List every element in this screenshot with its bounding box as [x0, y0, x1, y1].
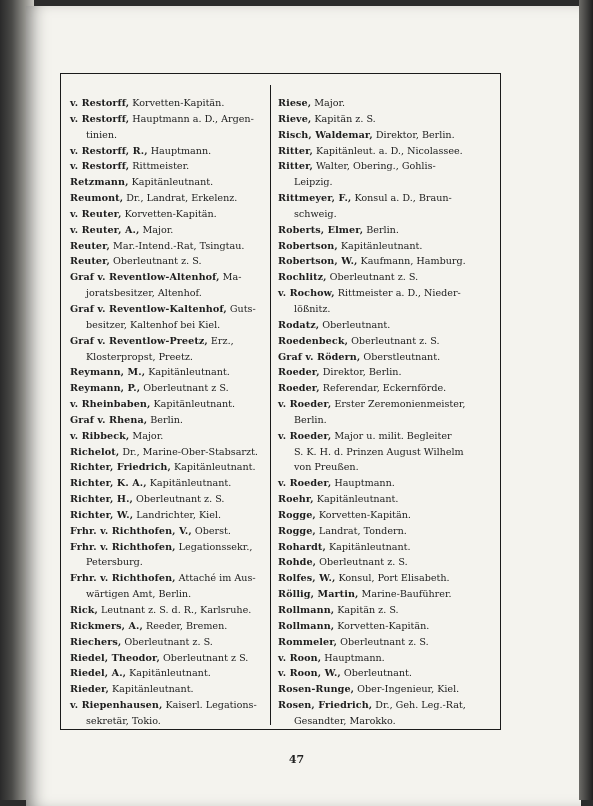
entry-details: Kapitänleutnant. [146, 478, 232, 490]
entry-details: Korvetten-Kapitän. [315, 509, 411, 521]
entry-details: Legationssekr., [175, 541, 253, 553]
entry-details: Oberstleutnant. [360, 351, 441, 363]
entry-name: v. Roon, [278, 652, 322, 664]
entry-details: Korvetten-Kapitän. [334, 620, 430, 632]
entry-details: Oberleutnant z. S. [337, 636, 429, 648]
directory-entry [278, 112, 496, 128]
entry-continuation: S. K. H. d. Prinzen August Wilhelm [294, 446, 464, 458]
entry-details: Korvetten-Kapitän. [129, 98, 225, 109]
entry-name: Riechers, [70, 636, 122, 648]
directory-entry [70, 635, 263, 651]
entry-details: Leutnant z. S. d. R., Karlsruhe. [97, 605, 252, 616]
directory-entry [278, 682, 496, 698]
directory-entry [278, 476, 496, 492]
entry-details: Mar.-Intend.-Rat, Tsingtau. [109, 240, 245, 252]
directory-entry [70, 492, 263, 508]
entry-name: Rollmann, [278, 620, 335, 632]
directory-entry [278, 128, 496, 144]
entry-details: Hauptmann. [147, 145, 212, 157]
directory-entry [278, 698, 496, 730]
page-number: 47 [288, 753, 305, 766]
directory-entry [278, 365, 496, 381]
entry-details: Marine-Bauführer. [358, 589, 452, 601]
entry-name: Graf v. Rödern, [278, 351, 361, 363]
directory-entry [70, 603, 263, 619]
directory-entry [70, 429, 263, 445]
entry-name: Reumont, [70, 193, 124, 205]
column-divider [270, 85, 271, 725]
entry-name: Richter, K. A., [70, 478, 147, 490]
entry-details: Oberleutnant z S. [159, 652, 249, 664]
entry-name: Graf v. Rhena, [70, 414, 148, 426]
entry-details: Oberleutnant z. S. [326, 272, 419, 284]
entry-name: Rolfes, W., [278, 573, 336, 585]
entry-details: Kapitänleutnant. [145, 367, 230, 379]
entry-name: v. Roeder, [278, 478, 332, 490]
entry-name: v. Rochow, [278, 288, 335, 300]
entry-name: Rieve, [278, 113, 312, 125]
directory-entry [278, 381, 496, 397]
entry-name: Reuter, [70, 256, 110, 268]
entry-name: Rohde, [278, 557, 317, 569]
directory-entry [70, 365, 263, 381]
entry-details: Kapitänleutnant. [108, 684, 194, 696]
entry-name: Frhr. v. Richthofen, [70, 541, 176, 553]
entry-name: v. Restorff, [70, 98, 130, 109]
entry-name: Rieder, [70, 684, 109, 696]
entry-details: Attaché im Aus- [175, 573, 256, 585]
directory-entry [70, 254, 263, 270]
entry-details: Korvetten-Kapitän. [121, 208, 217, 220]
directory-entry [278, 159, 496, 191]
entry-details: Referendar, Eckernförde. [319, 383, 447, 395]
directory-entry [278, 144, 496, 160]
directory-entry [70, 397, 263, 413]
directory-entry [70, 239, 263, 255]
entry-details: Major. [139, 224, 174, 236]
right-column [278, 96, 496, 730]
directory-entry [70, 571, 263, 603]
entry-name: Roberts, Elmer, [278, 224, 364, 236]
entry-details: Oberleutnant z. S. [121, 636, 213, 648]
entry-name: Reymann, P., [70, 383, 141, 395]
entry-details: Landrat, Tondern. [315, 525, 407, 537]
directory-entry [70, 334, 263, 366]
entry-details: Direktor, Berlin. [319, 367, 402, 379]
entry-details: Konsul, Port Elisabeth. [335, 573, 450, 585]
entry-name: Rosen-Runge, [278, 684, 355, 696]
entry-name: Risch, Waldemar, [278, 129, 373, 141]
entry-details: Oberleutnant z. S. [132, 494, 225, 506]
entry-continuation: Berlin. [294, 414, 327, 426]
directory-entry [278, 334, 496, 350]
directory-entry [278, 635, 496, 651]
entry-details: Kapitänleutnant. [150, 399, 236, 411]
directory-entry [278, 524, 496, 540]
directory-entry [278, 603, 496, 619]
entry-name: Rick, [70, 605, 98, 616]
entry-continuation: tinien. [86, 129, 118, 141]
entry-continuation: lößnitz. [294, 303, 331, 315]
entry-details: Reeder, Bremen. [142, 620, 228, 632]
entry-name: Ritter, [278, 161, 313, 173]
entry-name: Riedel, Theodor, [70, 652, 160, 664]
directory-entry [70, 144, 263, 160]
directory-entry [278, 429, 496, 477]
entry-continuation: wärtigen Amt, Berlin. [86, 589, 192, 601]
directory-entry [70, 175, 263, 191]
entry-name: Rodatz, [278, 319, 320, 331]
entry-name: v. Roeder, [278, 399, 332, 411]
directory-entry [70, 223, 263, 239]
directory-entry [278, 666, 496, 682]
directory-entry [278, 96, 496, 112]
directory-entry [70, 619, 263, 635]
entry-name: v. Ribbeck, [70, 430, 130, 442]
entry-details: Kapitänleutnant. [337, 240, 423, 252]
directory-entry [278, 270, 496, 286]
entry-name: Rittmeyer, F., [278, 193, 352, 205]
entry-details: Oberleutnant z. S. [316, 557, 408, 569]
entry-details: Hauptmann a. D., Argen- [129, 113, 254, 125]
entry-name: Richter, H., [70, 494, 133, 506]
entry-continuation: Klosterpropst, Preetz. [86, 351, 193, 363]
directory-entry [70, 270, 263, 302]
entry-name: Richter, W., [70, 509, 134, 521]
entry-name: Riese, [278, 98, 312, 109]
entry-details: Major u. milit. Begleiter [331, 430, 452, 442]
directory-entry [70, 476, 263, 492]
directory-entry [70, 381, 263, 397]
entry-name: v. Rheinbaben, [70, 399, 151, 411]
entry-details: Major. [129, 430, 164, 442]
entry-name: Richter, Friedrich, [70, 462, 171, 474]
entry-continuation: Gesandter, Marokko. [294, 715, 396, 727]
directory-entry [278, 587, 496, 603]
entry-details: Oberst. [191, 525, 231, 537]
entry-name: Rogge, [278, 509, 316, 521]
entry-name: Reuter, [70, 240, 110, 252]
entry-name: v. Restorff, R., [70, 145, 148, 157]
directory-entry [70, 651, 263, 667]
directory-entry [70, 112, 263, 144]
entry-name: Roeder, [278, 367, 320, 379]
entry-name: Rollmann, [278, 605, 335, 616]
directory-entry [278, 191, 496, 223]
entry-details: Kapitänleutnant. [170, 462, 256, 474]
directory-entry [70, 302, 263, 334]
entry-name: Ritter, [278, 145, 313, 157]
entry-name: Rochlitz, [278, 272, 327, 284]
directory-entry [70, 159, 263, 175]
entry-name: Frhr. v. Richthofen, [70, 573, 176, 585]
directory-entry [70, 460, 263, 476]
directory-entry [70, 207, 263, 223]
entry-continuation: von Preußen. [294, 462, 359, 474]
entry-details: Kapitän z. S. [311, 113, 376, 125]
directory-entry [70, 540, 263, 572]
directory-entry [70, 96, 263, 112]
directory-entry [278, 508, 496, 524]
directory-entry [278, 555, 496, 571]
entry-details: Hauptmann. [321, 652, 385, 664]
directory-entry [278, 350, 496, 366]
entry-name: Graf v. Reventlow-Altenhof, [70, 272, 220, 284]
entry-details: Konsul a. D., Braun- [351, 193, 452, 205]
directory-entry [278, 254, 496, 270]
entry-details: Kaiserl. Legations- [162, 700, 257, 712]
entry-details: Hauptmann. [331, 478, 395, 490]
directory-entry [70, 682, 263, 698]
entry-details: Ma- [219, 272, 242, 284]
entry-details: Dr., Marine-Ober-Stabsarzt. [119, 446, 258, 458]
directory-entry [278, 540, 496, 556]
entry-details: Direktor, Berlin. [372, 129, 455, 141]
entry-name: Roedenbeck, [278, 335, 349, 347]
directory-entry [278, 223, 496, 239]
directory-entry [70, 698, 263, 730]
entry-details: Landrichter, Kiel. [133, 509, 222, 521]
entry-details: Kapitänleutnant. [128, 177, 214, 189]
entry-continuation: Petersburg. [86, 557, 143, 569]
directory-entry [70, 413, 263, 429]
entry-name: Graf v. Reventlow-Preetz, [70, 335, 208, 347]
entry-name: Retzmann, [70, 177, 129, 189]
entry-name: Rosen, Friedrich, [278, 700, 373, 712]
entry-continuation: schweig. [294, 208, 337, 220]
entry-details: Erster Zeremonienmeister, [331, 399, 466, 411]
entry-details: Dr., Geh. Leg.-Rat, [372, 700, 466, 712]
entry-name: Röllig, Martin, [278, 589, 359, 601]
entry-details: Kapitänleut. a. D., Nicolassee. [312, 145, 463, 157]
entry-name: v. Reuter, A., [70, 224, 140, 236]
entry-details: Berlin. [363, 224, 399, 236]
directory-entry [278, 619, 496, 635]
directory-entry [70, 191, 263, 207]
entry-name: Graf v. Reventlow-Kaltenhof, [70, 303, 227, 315]
entry-name: Riedel, A., [70, 668, 127, 680]
entry-details: Kapitänleutnant. [313, 494, 399, 506]
entry-details: Kapitän z. S. [334, 605, 399, 616]
directory-entry [70, 508, 263, 524]
entry-continuation: besitzer, Kaltenhof bei Kiel. [86, 319, 221, 331]
directory-entry [70, 524, 263, 540]
entry-details: Rittmeister a. D., Nieder- [334, 288, 461, 300]
entry-name: Robertson, [278, 240, 338, 252]
entry-details: Dr., Landrat, Erkelenz. [123, 193, 238, 205]
entry-name: v. Roon, W., [278, 668, 341, 680]
entry-details: Oberleutnant z S. [140, 383, 229, 395]
entry-name: v. Reuter, [70, 208, 122, 220]
entry-details: Oberleutnant z. S. [109, 256, 202, 268]
entry-details: Rittmeister. [129, 161, 190, 173]
entry-details: Kapitänleutnant. [325, 541, 411, 553]
entry-name: Richelot, [70, 446, 120, 458]
entry-continuation: sekretär, Tokio. [86, 715, 161, 727]
directory-entry [70, 445, 263, 461]
directory-entry [278, 651, 496, 667]
entry-name: Robertson, W., [278, 256, 358, 268]
entry-details: Oberleutnant. [340, 668, 412, 680]
directory-entry [278, 571, 496, 587]
left-column [70, 96, 263, 730]
entry-details: Walter, Obering., Gohlis- [312, 161, 436, 173]
entry-name: Rogge, [278, 525, 316, 537]
entry-name: Reymann, M., [70, 367, 146, 379]
entry-name: v. Restorff, [70, 113, 130, 125]
entry-details: Erz., [207, 335, 234, 347]
entry-name: Roeder, [278, 383, 320, 395]
entry-continuation: joratsbesitzer, Altenhof. [86, 288, 202, 300]
directory-entry [70, 666, 263, 682]
entry-name: v. Restorff, [70, 161, 130, 173]
directory-entry [278, 239, 496, 255]
entry-continuation: Leipzig. [294, 177, 333, 189]
scan-edge [579, 0, 593, 800]
entry-name: v. Riepenhausen, [70, 700, 163, 712]
entry-details: Guts- [226, 303, 256, 315]
entry-name: Rickmers, A., [70, 620, 143, 632]
directory-entry [278, 318, 496, 334]
entry-name: Rommeler, [278, 636, 338, 648]
entry-details: Kaufmann, Hamburg. [357, 256, 466, 268]
directory-entry [278, 286, 496, 318]
directory-entry [278, 492, 496, 508]
entry-name: Roehr, [278, 494, 314, 506]
entry-details: Oberleutnant z. S. [348, 335, 440, 347]
entry-details: Major. [311, 98, 346, 109]
entry-details: Oberleutnant. [319, 319, 391, 331]
entry-name: Frhr. v. Richthofen, V., [70, 525, 192, 537]
entry-details: Kapitänleutnant. [126, 668, 211, 680]
entry-details: Ober-Ingenieur, Kiel. [354, 684, 460, 696]
directory-entry [278, 397, 496, 429]
entry-name: Rohardt, [278, 541, 326, 553]
entry-details: Berlin. [147, 414, 183, 426]
entry-name: v. Roeder, [278, 430, 332, 442]
